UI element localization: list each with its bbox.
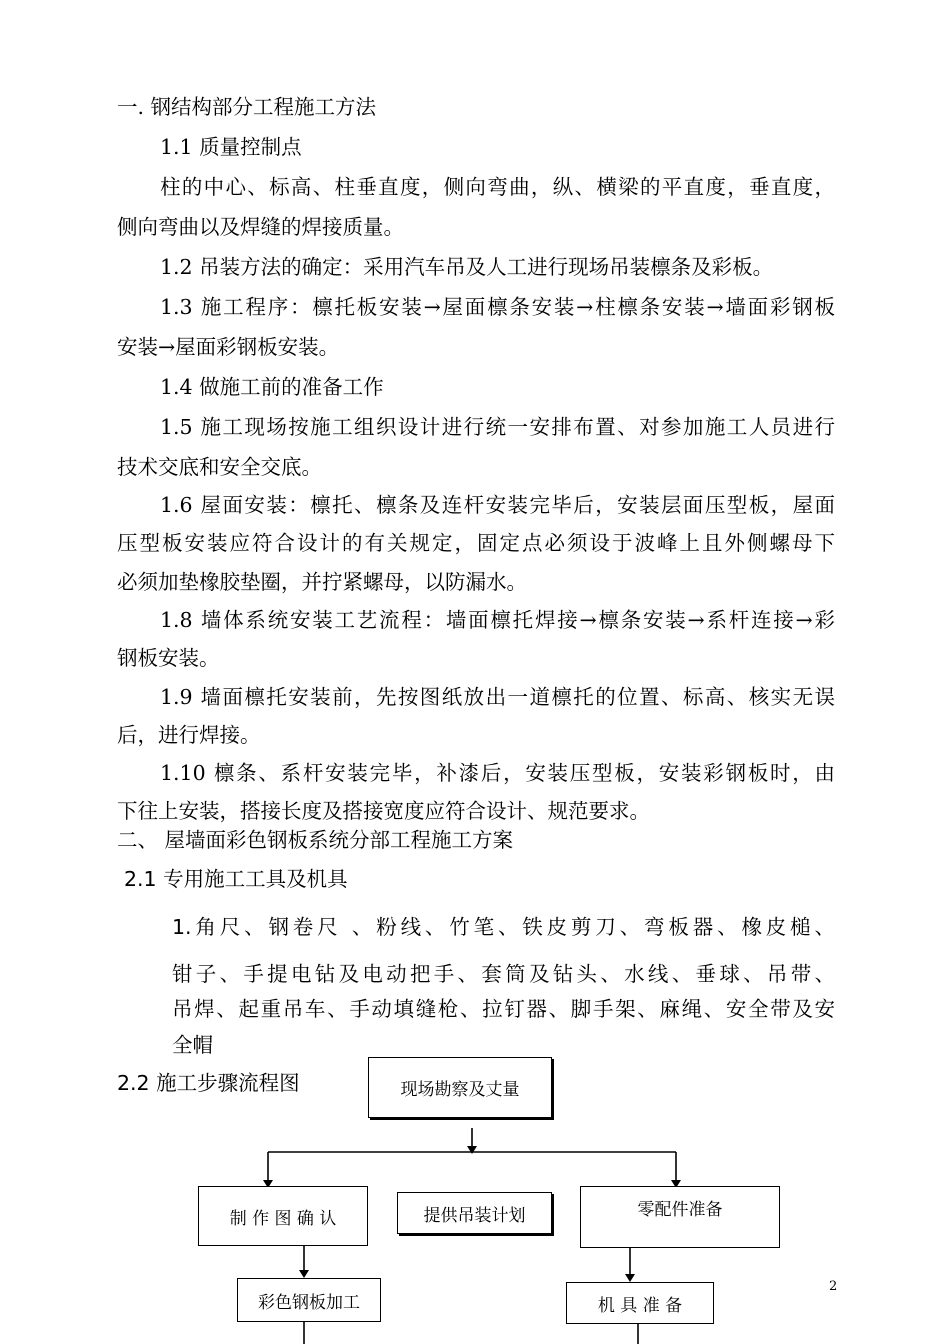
flow-process-box: [237, 1278, 381, 1322]
tools-line-1: 1.角尺、钢卷尺 、粉线、竹笔、铁皮剪刀、弯板器、橡皮槌、: [172, 915, 835, 939]
flow-parts-box: [580, 1186, 780, 1248]
para-1-8-line-1: 1.8 墙体系统安装工艺流程：墙面檩托焊接→檩条安装→系杆连接→彩: [160, 608, 835, 632]
para-2-1-heading: 2.1 专用施工工具及机具: [124, 867, 348, 891]
para-1-9-line-2: 后，进行焊接。: [117, 723, 261, 747]
para-1-10-line-2: 下往上安装，搭接长度及搭接宽度应符合设计、规范要求。: [117, 799, 650, 823]
para-1-2: 1.2 吊装方法的确定：采用汽车吊及人工进行现场吊装檩条及彩板。: [160, 255, 774, 279]
para-1-9-line-1: 1.9 墙面檩托安装前，先按图纸放出一道檩托的位置、标高、核实无误: [160, 685, 835, 709]
flow-plan-box: [397, 1192, 552, 1234]
flow-machine-label: 机 具 准 备: [597, 1295, 683, 1316]
para-1-1-line-1: 柱的中心、标高、柱垂直度，侧向弯曲，纵、横梁的平直度，垂直度，: [160, 175, 835, 199]
para-1-6-line-2: 压型板安装应符合设计的有关规定，固定点必须设于波峰上且外侧螺母下: [117, 531, 835, 555]
tools-line-4: 全帽: [172, 1033, 213, 1057]
para-1-8-line-2: 钢板安装。: [117, 646, 220, 670]
para-1-1-line-2: 侧向弯曲以及焊缝的焊接质量。: [117, 215, 404, 239]
flow-survey-label: 现场勘察及丈量: [400, 1080, 520, 1100]
para-1-3-line-1: 1.3 施工程序：檩托板安装→屋面檩条安装→柱檩条安装→墙面彩钢板: [160, 295, 835, 319]
section-2-heading: 二、 屋墙面彩色钢板系统分部工程施工方案: [117, 828, 514, 852]
para-1-3-line-2: 安装→屋面彩钢板安装。: [117, 335, 340, 359]
para-1-4: 1.4 做施工前的准备工作: [160, 375, 384, 399]
para-1-10-line-1: 1.10 檩条、系杆安装完毕，补漆后，安装压型板，安装彩钢板时，由: [160, 761, 835, 785]
para-1-5-line-1: 1.5 施工现场按施工组织设计进行统一安排布置、对参加施工人员进行: [160, 415, 835, 439]
flow-survey-box: [368, 1057, 552, 1118]
tools-line-3: 吊焊、起重吊车、手动填缝枪、拉钉器、脚手架、麻绳、安全带及安: [172, 997, 835, 1021]
flow-confirm-box: [198, 1186, 368, 1246]
para-2-2-heading: 2.2 施工步骤流程图: [117, 1071, 300, 1095]
flow-machine-box: [566, 1282, 714, 1324]
flow-plan-label: 提供吊装计划: [423, 1205, 526, 1226]
tools-line-2: 钳子、手提电钻及电动把手、套筒及钻头、水线、垂球、吊带、: [172, 962, 835, 986]
section-1-heading: 一. 钢结构部分工程施工方法: [117, 95, 377, 119]
para-1-6-line-3: 必须加垫橡胶垫圈，并拧紧螺母，以防漏水。: [117, 570, 527, 594]
flow-confirm-label: 制 作 图 确 认: [229, 1208, 337, 1229]
flow-process-label: 彩色钢板加工: [258, 1292, 360, 1313]
para-1-6-line-1: 1.6 屋面安装：檩托、檩条及连杆安装完毕后，安装层面压型板，屋面: [160, 493, 835, 517]
para-1-1-heading: 1.1 质量控制点: [160, 135, 302, 159]
para-1-5-line-2: 技术交底和安全交底。: [117, 455, 322, 479]
page-number: 2: [829, 1279, 838, 1294]
flow-parts-label: 零配件准备: [637, 1200, 723, 1220]
